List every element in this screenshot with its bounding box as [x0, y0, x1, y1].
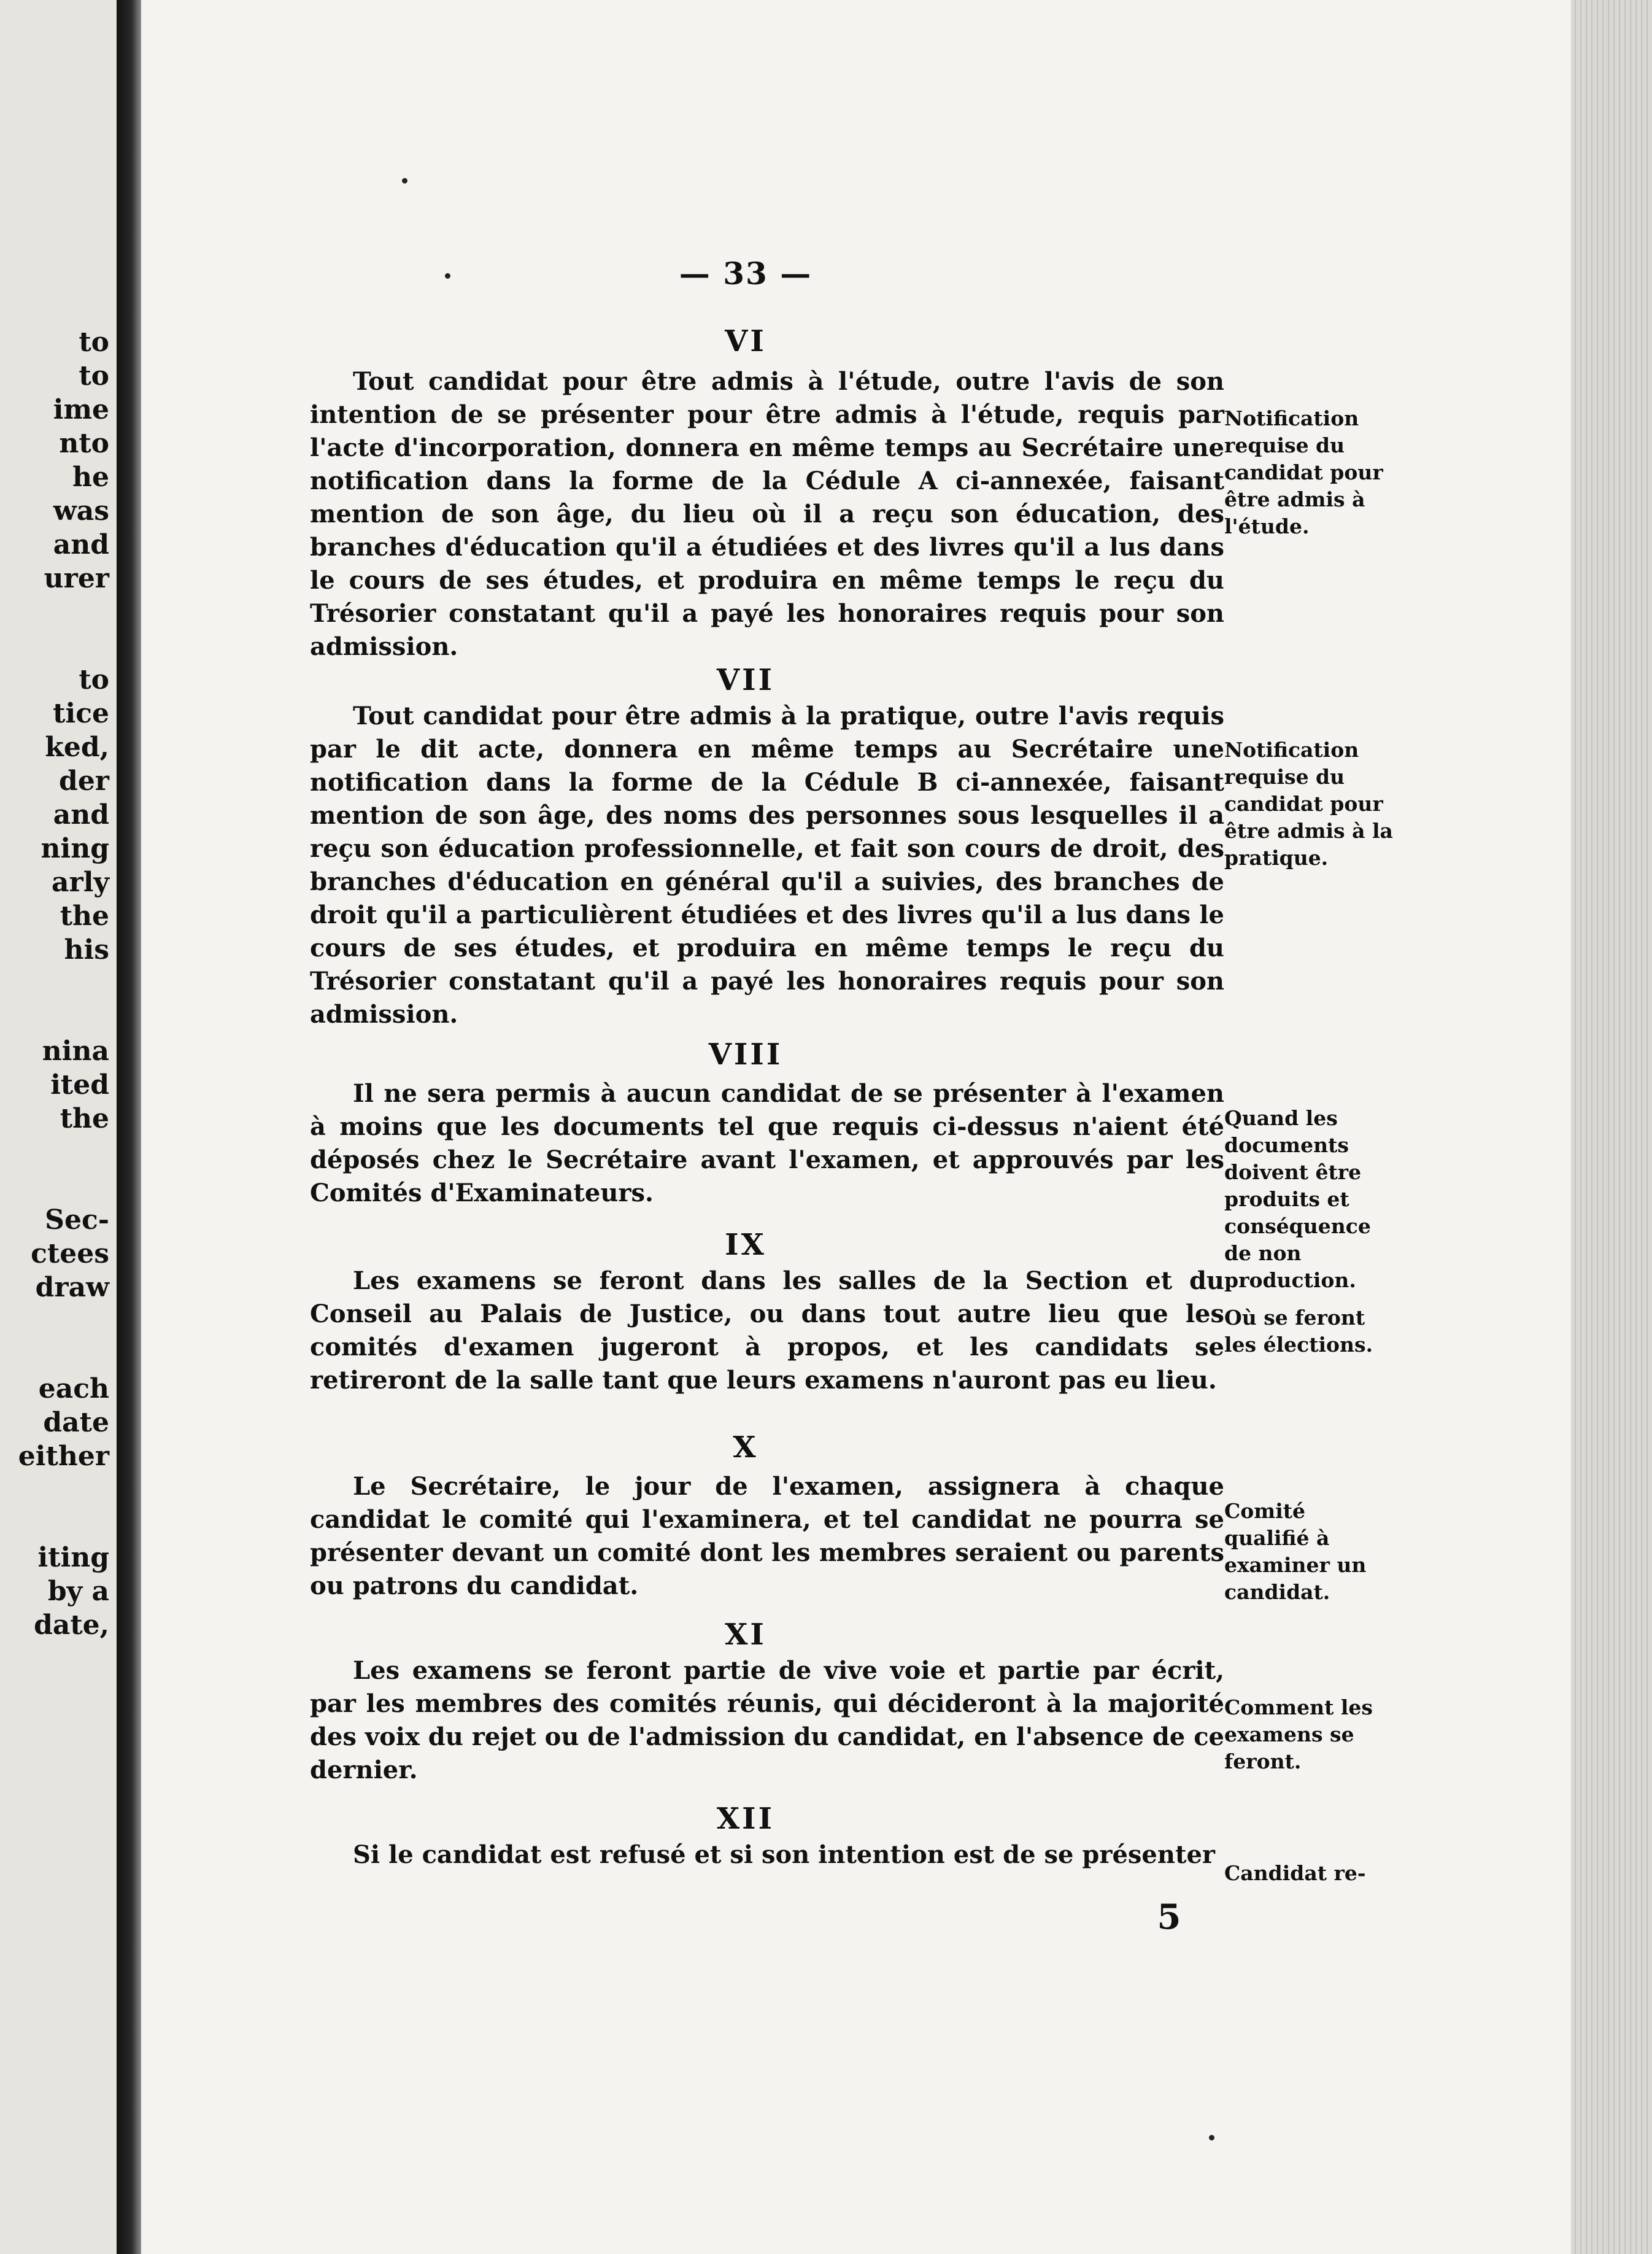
- left-page-fragment: tice: [53, 698, 109, 729]
- left-page-fragment: the: [60, 1103, 109, 1134]
- section-heading-vi: VI: [725, 324, 766, 358]
- left-page-fragment: [0, 1338, 109, 1372]
- margin-note-x: Comité qualifié à examiner un candidat.: [1224, 1499, 1367, 1604]
- paragraph-vi: Tout candidat pour être admis à l'étude, outre l'avis de son intention de se présenter pour être admis à l'étude, requis par l'acte d'incorporation, donnera en même temps au Secrétaire une notification dans la forme de la Cédule A ci-annexée, faisant mention de son âge, du lieu où il a reçu son éducation, des branches d'éducation qu'il a étudiées et des livres qu'il a lus dans le cours de ses études, et produira en même temps le reçu du Trésorier constatant qu'il a payé les honoraires requis pour son admission.: [310, 367, 1224, 661]
- left-page-fragment: [0, 629, 109, 663]
- left-page-fragment: ited: [50, 1069, 109, 1101]
- margin-note-xii: Candidat re-: [1224, 1861, 1366, 1885]
- left-page-fragment: der: [59, 765, 109, 797]
- left-page-fragment: ime: [53, 394, 109, 425]
- page-content: [285, 0, 1525, 2254]
- section-heading-ix: IX: [725, 1228, 766, 1262]
- left-page-fragment: and: [53, 799, 109, 831]
- paragraph-x: Le Secrétaire, le jour de l'examen, assignera à chaque candidat le comité qui l'examinera, et tel candidat ne pourra se présenter devant un comité dont les membres seraient ou parents ou patrons du candidat.: [310, 1472, 1224, 1600]
- section-heading-x: X: [733, 1430, 758, 1465]
- paragraph-vii: Tout candidat pour être admis à la pratique, outre l'avis requis par le dit acte, donnera en même temps au Secrétaire une notification dans la forme de la Cédule B ci-annexée, faisant mention de son âge, des noms des personnes sous lesquelles il a reçu son éducation professionnelle, et fait son cours de droit, des branches d'éducation en général qu'il a suivies, des branches de droit qu'il a particulièrent étudiées et des livres qu'il a lus dans le cours de ses études, et produira en même temps le reçu du Trésorier constatant qu'il a payé les honoraires requis pour son admission.: [310, 702, 1224, 1029]
- left-facing-page: [0, 0, 117, 2254]
- left-page-fragment: [0, 595, 109, 629]
- left-page-fragment: to: [79, 664, 109, 695]
- left-page-fragment: [0, 967, 109, 1001]
- left-page-fragment: ning: [41, 833, 109, 864]
- margin-note-viii: Quand les documents doivent être produits et conséquence de non production.: [1224, 1106, 1371, 1292]
- section-heading-vii: VII: [716, 663, 775, 697]
- book-gutter: [117, 0, 141, 2254]
- left-page-fragment: each: [38, 1373, 109, 1404]
- left-page-fragment: he: [72, 462, 109, 493]
- left-page-fragment: [0, 1001, 109, 1034]
- left-page-fragment: nto: [59, 428, 109, 459]
- left-page-fragment: date: [43, 1407, 109, 1438]
- left-page-fragment: to: [79, 327, 109, 358]
- paragraph-xii: Si le candidat est refusé et si son intention est de se présenter: [353, 1840, 1215, 1869]
- page-edges: [1571, 0, 1652, 2254]
- left-page-fragment: Sec-: [45, 1204, 109, 1236]
- left-page-fragment: arly: [52, 867, 109, 898]
- left-page-fragment: date,: [34, 1609, 109, 1641]
- paragraph-ix: Les examens se feront dans les salles de la Section et du Conseil au Palais de Justice, ou dans tout autre lieu que les comités d'examen jugeront à propos, et les candidats se retireront de la salle tant que leurs examens n'auront pas eu lieu.: [310, 1266, 1224, 1395]
- left-page-fragment: urer: [44, 563, 109, 594]
- section-heading-viii: VIII: [708, 1037, 783, 1072]
- left-page-fragment: the: [60, 900, 109, 932]
- paragraph-xi: Les examens se feront partie de vive voie et partie par écrit, par les membres des comités réunis, qui décideront à la majorité des voix du rejet ou de l'admission du candidat, en l'absence de ce dernier.: [310, 1656, 1224, 1784]
- margin-note-xi: Comment les examens se feront.: [1224, 1695, 1373, 1773]
- left-page-fragment: [0, 1507, 109, 1541]
- margin-note-vi: Notification requise du candidat pour être admis à l'étude.: [1224, 406, 1383, 538]
- left-page-fragment: ctees: [31, 1238, 109, 1269]
- left-page-fragment: by a: [47, 1576, 109, 1607]
- left-page-fragment: iting: [37, 1542, 109, 1573]
- left-page-fragment: ked,: [45, 732, 109, 763]
- left-page-fragment: either: [18, 1441, 109, 1472]
- left-page-fragment: and: [53, 529, 109, 560]
- left-page-text-fragments: [0, 325, 117, 1642]
- left-page-fragment: [0, 1473, 109, 1507]
- paragraph-viii: Il ne sera permis à aucun candidat de se présenter à l'examen à moins que les documents tel que requis ci-dessus n'aient été déposés chez le Secrétaire avant l'examen, et approuvés par les Comités d'Examinateurs.: [310, 1079, 1224, 1207]
- left-page-fragment: was: [53, 495, 109, 527]
- section-heading-xi: XI: [725, 1617, 766, 1652]
- left-page-fragment: draw: [35, 1272, 109, 1303]
- left-page-fragment: nina: [42, 1036, 109, 1067]
- section-heading-xii: XII: [716, 1802, 775, 1836]
- left-page-fragment: [0, 1136, 109, 1169]
- left-page-fragment: [0, 1169, 109, 1203]
- left-page-fragment: [0, 1304, 109, 1338]
- left-page-fragment: his: [64, 934, 109, 966]
- signature-folio-mark: 5: [1157, 1897, 1181, 1937]
- page-number: — 33 —: [679, 255, 812, 292]
- margin-note-vii: Notification requise du candidat pour être admis à la pratique.: [1224, 738, 1393, 870]
- margin-note-ix: Où se feront les élections.: [1224, 1306, 1373, 1357]
- left-page-fragment: to: [79, 360, 109, 392]
